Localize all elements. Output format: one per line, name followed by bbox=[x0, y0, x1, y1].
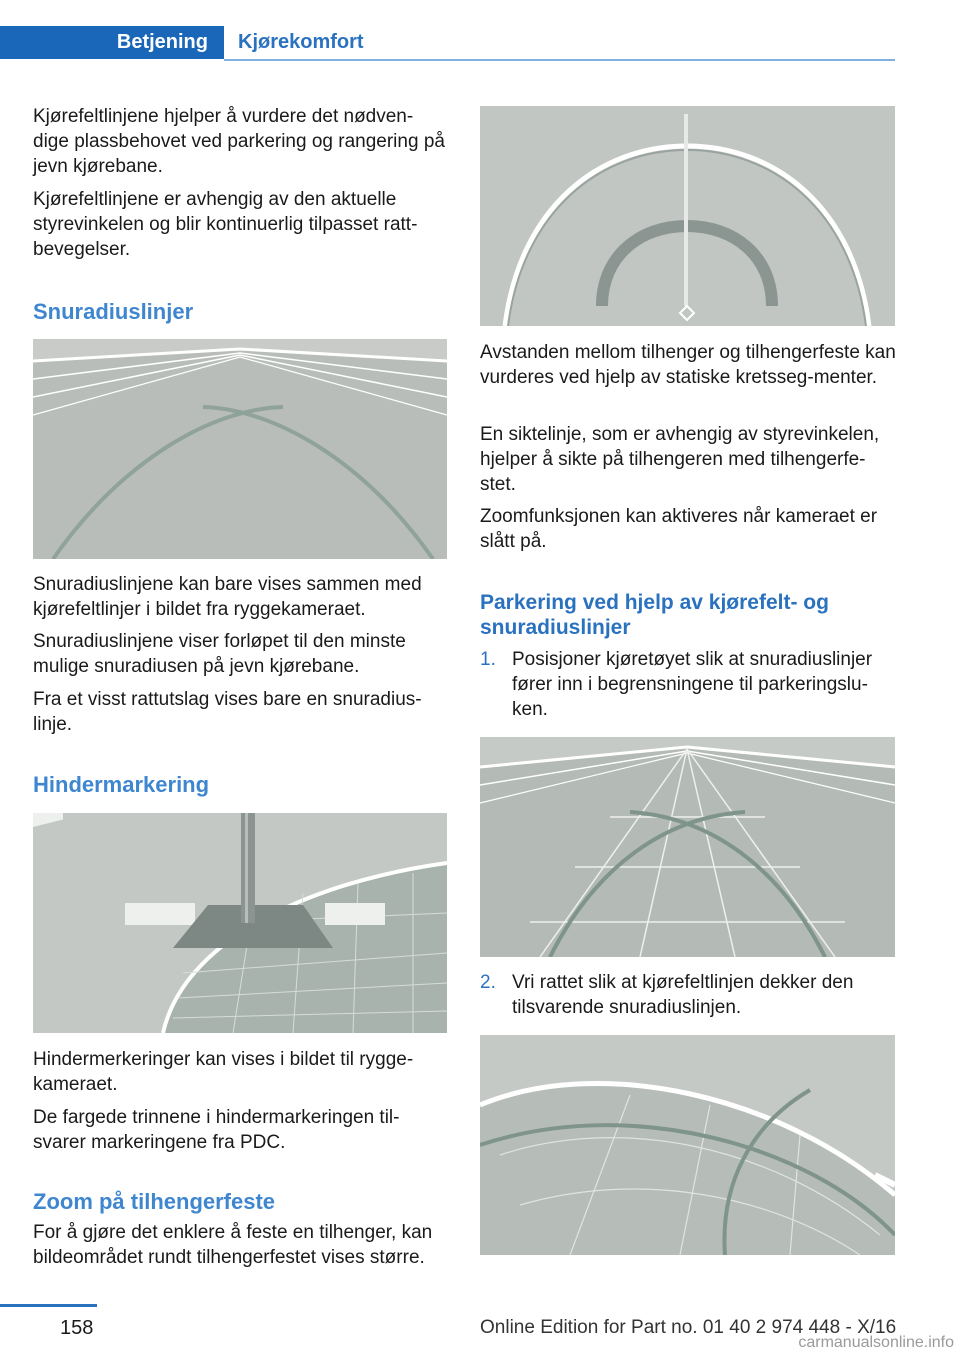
figure-parking-lines bbox=[480, 737, 895, 957]
tab-betjening-label: Betjening bbox=[116, 31, 208, 53]
obstacle-paragraph-2: De fargede trinnene i hindermarkeringen til-svarer markeringene fra PDC. bbox=[33, 1107, 400, 1153]
obstacle-paragraph-1: Hindermerkeringer kan vises i bildet til rygge-kameraet. bbox=[33, 1049, 414, 1095]
heading-snuradiuslinjer: Snuradiuslinjer bbox=[33, 299, 194, 324]
turning-paragraph-2: Snuradiuslinjene viser forløpet til den minste mulige snuradiusen på jevn kjørebane. bbox=[33, 631, 406, 677]
list-item bbox=[480, 970, 898, 1025]
turning-paragraph-1: Snuradiuslinjene kan bare vises sammen med kjørefeltlinjer i bildet fra ryggekameraet. bbox=[33, 574, 422, 620]
hitch-paragraph-1: Avstanden mellom tilhenger og tilhengerfeste kan vurderes ved hjelp av statiske kretsseg-menter. bbox=[480, 342, 896, 388]
hitch-paragraph-2: En siktelinje, som er avhengig av styrevinkelen, hjelper å sikte på tilhengeren med tilhengerfe-stet. bbox=[480, 424, 880, 495]
heading-zoom-tilhengerfeste: Zoom på tilhengerfeste bbox=[33, 1189, 276, 1214]
turning-paragraph-3: Fra et visst rattutslag vises bare en snuradius-linje. bbox=[33, 689, 422, 735]
page-number: 158 bbox=[60, 1317, 94, 1339]
intro-paragraph-2: Kjørefeltlinjene er avhengig av den aktuelle styrevinkelen og blir kontinuerlig tilpasset ratt-bevegelser. bbox=[33, 189, 418, 260]
step-number: 2. bbox=[480, 972, 496, 993]
figure-trailer-hitch-zoom bbox=[480, 106, 895, 326]
step-text: Posisjoner kjøretøyet slik at snuradiuslinjer fører inn i begrensningene til parkeringslu-ken. bbox=[512, 649, 873, 720]
header-tabs bbox=[0, 26, 895, 62]
tab-underline bbox=[224, 59, 895, 61]
heading-parkering: Parkering ved hjelp av kjørefelt- og snuradiuslinjer bbox=[480, 591, 829, 639]
intro-paragraph-1: Kjørefeltlinjene hjelper å vurdere det nødven-dige plassbehovet ved parkering og rangering på jevn kjørebane. bbox=[33, 106, 445, 177]
watermark: carmanualsonline.info bbox=[798, 1334, 954, 1351]
figure-turning-radius-lines bbox=[33, 339, 447, 559]
step-number: 1. bbox=[480, 649, 496, 670]
figure-obstacle-marking bbox=[33, 813, 447, 1033]
tab-betjening[interactable] bbox=[0, 26, 224, 59]
heading-hindermarkering: Hindermarkering bbox=[33, 772, 210, 797]
edition-text: Online Edition for Part no. 01 40 2 974 448 - X/16 bbox=[480, 1317, 897, 1338]
step-text: Vri rattet slik at kjørefeltlinjen dekker den tilsvarende snuradiuslinjen. bbox=[512, 972, 854, 1018]
tab-kjorekomfort[interactable]: Kjørekomfort bbox=[238, 31, 364, 53]
figure-steering-alignment bbox=[480, 1035, 895, 1255]
footer-rule bbox=[0, 1304, 97, 1307]
list-item bbox=[480, 647, 898, 722]
hitch-paragraph-3: Zoomfunksjonen kan aktiveres når kameraet er slått på. bbox=[480, 506, 878, 552]
zoom-paragraph-1: For å gjøre det enklere å feste en tilhenger, kan bildeområdet rundt tilhengerfestet vises større. bbox=[33, 1222, 433, 1268]
